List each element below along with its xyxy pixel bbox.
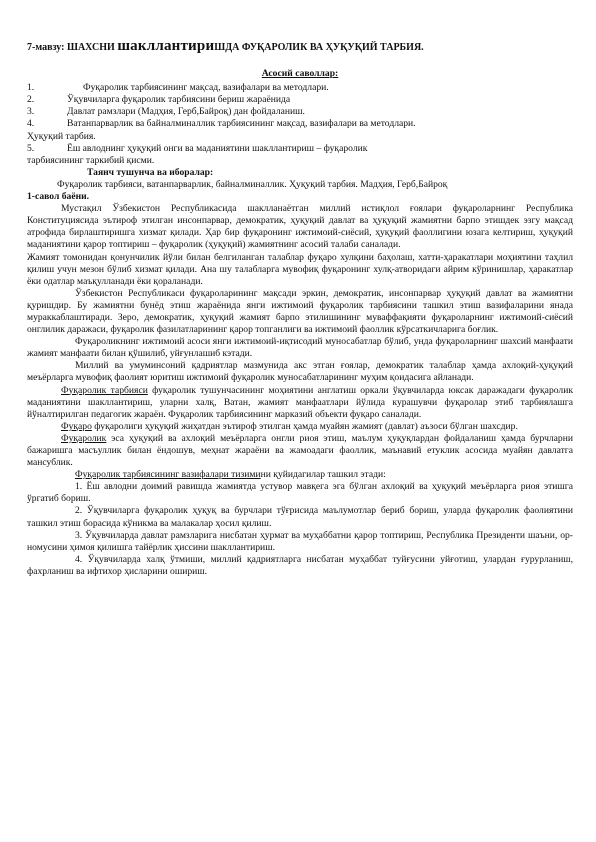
paragraph: Фуқароликнинг ижтимоий асоси янги ижтимоий-иқтисодий муносабатлар бўлиб, унда фуқароларнинг шахсий манфаати жамият манфаати билан қўшилиб, уйғунлашиб кэтади. [27, 336, 573, 360]
paragraph [27, 385, 573, 421]
list-item: 1. Ёш авлодни доимий равишда жамиятда устувор мавқега эга бўлган ахлоқий ва ҳуқуқий меъёрларга риоя этишга ўргатиб бориш. [27, 481, 573, 505]
paragraph: Жамият томонидан қонунчилик йўли билан белгиланган талаблар фуқаро хулқини баҳолаш, хатти-ҳаракатлари моҳиятини таҳлил қилиш учун мезон бўлиб хизмат қилади. Ана шу талабларга мувофиқ фуқаронинг хулқ-атворидаги айрим кўринишлар, ҳаракатлар ёки одатлар маъқулланади ёки қораланади. [27, 251, 573, 287]
term-underlined: Фуқаролик [61, 432, 107, 444]
paragraph: Миллий ва умуминсоний қадриятлар мазмунида акс этган ғоялар, демократик талаблар ҳамда ахлоқий-ҳуқуқий меъёрларга мувофиқ фаолият юритиш ижтимоий фуқаролик муносабатларининг муҳим қоидасига айланади. [27, 360, 573, 384]
question-text: Ўқувчиларга фуқаролик тарбиясини бериш жараёнида [67, 94, 291, 106]
question-item [27, 94, 573, 106]
paragraph: Ўзбекистон Республикаси фуқароларининг мақсади эркин, демократик, инсонпарвар ҳуқуқий давлат ва жамиятни қуришдир. Бу жамиятни бунёд этиш жараёнида янги ижтимоий фуқаролик тарбиясини ташкил этиш вазифаларини янада мураккаблаштиради. Зеро, демократик, ҳуқуқий жамият барпо этилишининг муваффақияти фуқароларнинг ижтимоий-сиёсий онглилик даражаси, фуқаролик фазилатларининг қарор топганлиги ва ижтимоий фаоллик кўрсаткичларига боғлик. [27, 287, 573, 336]
question-text: Фуқаролик тарбиясининг мақсад, вазифалари ва методлари. [83, 82, 329, 94]
question-continuation: Ҳуқуқий тарбия. [27, 130, 96, 142]
term-underlined: Фуқаролик тарбияси [61, 384, 148, 396]
list-item: 3. Ўқувчиларда давлат рамзларига нисбатан ҳурмат ва муҳаббатни қарор топтириш, Республика Президенти шаъни, ор-номусини ҳимоя қилишга тайёрлик ҳиссини шакллантириш. [27, 529, 573, 553]
question-text: Ёш авлоднинг ҳуқуқий онги ва маданиятини шакллантириш – фуқаролик [67, 142, 368, 154]
list-item: 2. Ўқувчиларга фуқаролик ҳуқуқ ва бурчлари тўғрисида маълумотлар бериб бориш, уларда фуқаролик фаолиятини ташкил этиш борасида кўникма ва малакалар ҳосил қилиш. [27, 505, 573, 529]
answer-heading: 1-савол баёни. [27, 191, 90, 203]
paragraph-text: фуқаролик тушунчасининг моҳиятини англатиш оркали ўқувчиларда юксак даражадаги фуқаролик маданиятини шакллантириш, уларни халқ, Ватан, жамият манфаатлари йўлида курашувчи фуқаролар этиб тарбиялашга йўналтирилган педагогик жараён. Фуқаролик тарбиясининг марказий объекти фуқаро саналади. [27, 384, 573, 420]
question-text: Ватанпарварлик ва байналминаллик тарбиясининг мақсад, вазифалари ва методлари. [67, 118, 416, 130]
question-text: Давлат рамзлари (Мадҳия, Герб,Байроқ) дан фойдаланиш. [67, 106, 305, 118]
title-suffix: ШДА ФУҚАРОЛИК ВА ҲУҚУҚИЙ ТАРБИЯ. [214, 42, 424, 53]
paragraph [27, 433, 573, 469]
questions-list [27, 82, 573, 167]
paragraph-text: эса ҳуқуқий ва ахлоқий меъёрларга онгли риоя этиш, маълум ҳуқуқлардан фойдаланиш ҳамда бурчларни бажаришга масъуллик билан ёндошув, меҳнат жараёни ва жамоадаги фаоллик, маънавий етуклик асосида муайян давлатга мансублик. [27, 432, 573, 469]
question-continuation: тарбиясининг таркибий қисми. [27, 154, 155, 166]
question-number: 1. [27, 82, 35, 94]
title-big: шакллантири [117, 38, 215, 54]
question-item [27, 82, 573, 94]
list-item: 4. Ўқувчиларда халқ ўтмиши, миллий қадриятларга нисбатан муҳаббат туйғусини уйғотиш, улардан ғурурланиш, фахрланиш ва ифтихор ҳисларини ошириш. [27, 553, 573, 577]
paragraph [27, 469, 573, 481]
question-number: 4. [27, 118, 35, 130]
paragraph-text: ни қуйидагилар ташкил этади: [260, 469, 386, 481]
paragraph [27, 421, 573, 433]
keywords-heading: Таянч тушунча ва иборалар: [87, 166, 214, 178]
question-number: 5. [27, 142, 35, 154]
document-title [27, 40, 573, 54]
question-item [27, 118, 573, 130]
question-number: 3. [27, 106, 35, 118]
term-underlined: Фуқаро [61, 420, 92, 432]
keywords-text: Фуқаролик тарбияси, ватанпарварлик, байналминаллик. Ҳуқуқий тарбия. Мадҳия, Герб,Байроқ [57, 178, 448, 190]
questions-heading: Асосий саволлар: [261, 68, 339, 80]
title-prefix: 7-мавзу: ШАХСНИ [27, 42, 118, 53]
term-underlined: Фуқаролик тарбиясининг вазифалари тизими [75, 469, 261, 481]
document-page [27, 40, 573, 578]
paragraph: Мустақил Ўзбекистон Республикасида шаклланаётган миллий истиқлол ғоялари фуқароларнинг Республика Конституциясида эътироф этилган инсонпарвар, демократик, ҳуқуқий давлат ва ҳуқуқий жамиятни барпо этишдек эзгу мақсад атрофида бирлаштиришга хизмат қилади. Ҳар бир фуқаронинг ижтимоий-сиёсий, ҳуқуқий фаоллигини юзага келтириш, ҳуқуқий маданиятини қарор топтириш – фуқаролик (ҳуқуқий) жамиятнинг асосий талаби саналади. [27, 203, 573, 251]
question-item [27, 106, 573, 118]
question-item [27, 143, 573, 155]
question-number: 2. [27, 94, 35, 106]
paragraph-text: фуқаролиги ҳуқуқий жиҳатдан эътироф этилган ҳамда муайян жамият (давлат) аъзоси бўлган шахсдир. [91, 420, 518, 432]
